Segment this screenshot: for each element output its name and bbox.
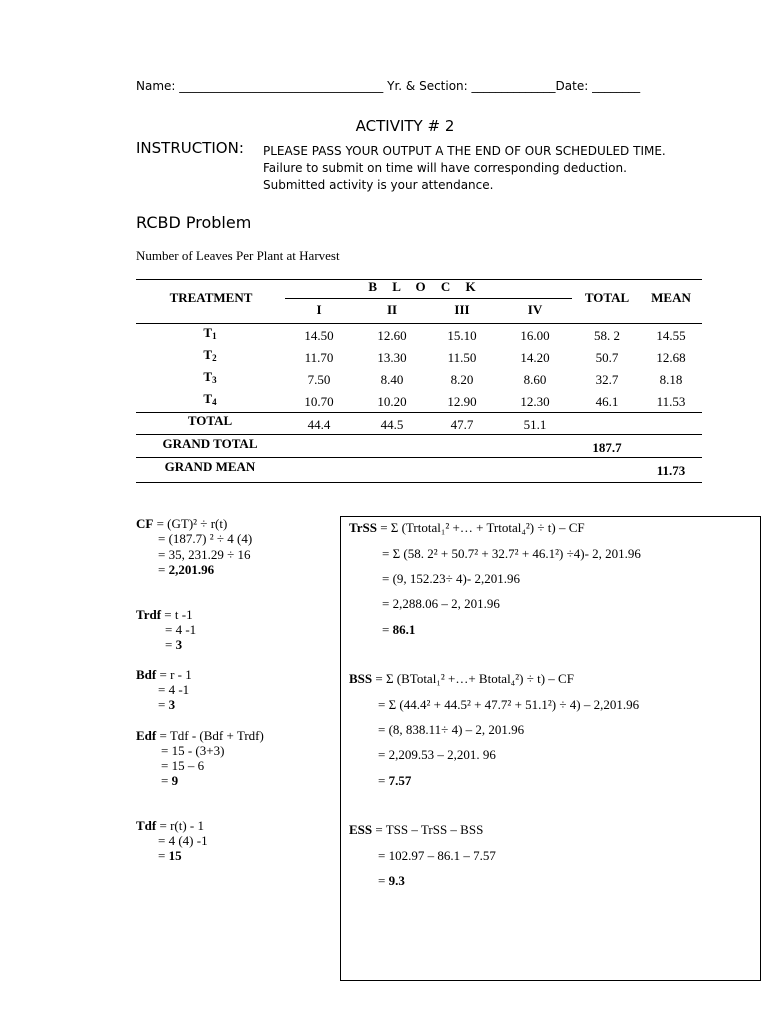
formula-name: CF <box>136 516 154 531</box>
table-cell: 12.60 <box>377 328 407 343</box>
table-cell: 14.50 <box>304 328 334 343</box>
formula-name: BSS <box>349 671 373 686</box>
table-cell: 12.30 <box>520 394 550 409</box>
formula-name: ESS <box>349 822 373 837</box>
formula-name: Bdf <box>136 667 157 682</box>
table-cell: 10.70 <box>304 394 334 409</box>
table-cell: 11.50 <box>447 350 477 365</box>
formula-result: 3 <box>175 637 183 652</box>
date-field: ________ <box>592 79 641 93</box>
formula-result: 9 <box>171 773 179 788</box>
block-label: IV <box>527 302 543 317</box>
row-total: 32.7 <box>595 372 619 387</box>
row-mean: 11.53 <box>656 394 686 409</box>
section-label: Yr. & Section: <box>387 79 468 93</box>
treatment-label: $T_4$ <box>203 391 217 407</box>
block-label: II <box>386 302 398 317</box>
block-rule <box>285 298 572 299</box>
table-cell: 11.70 <box>304 350 334 365</box>
row-total: 50.7 <box>595 350 619 365</box>
treatment-label: $T_1$ <box>203 325 217 341</box>
formula-name: Trdf <box>136 607 162 622</box>
total-header: TOTAL <box>584 290 630 305</box>
grand-total-label: GRAND TOTAL <box>162 436 258 451</box>
formula-name: TrSS <box>349 520 377 535</box>
instruction-line: Submitted activity is your attendance. <box>263 178 494 192</box>
grand-mean-label: GRAND MEAN <box>164 459 256 474</box>
instruction-line: PLEASE PASS YOUR OUTPUT A THE END OF OUR SCHEDULED TIME. <box>263 144 666 158</box>
table-cell: 15.10 <box>447 328 477 343</box>
grand-total-value: 187.7 <box>592 440 622 455</box>
problem-title: RCBD Problem <box>136 213 252 232</box>
activity-title: ACTIVITY # 2 <box>355 117 455 135</box>
treatment-header: TREATMENT <box>169 290 253 305</box>
table-cell: 10.20 <box>377 394 407 409</box>
table-cell: 12.90 <box>447 394 477 409</box>
table-cell: 8.40 <box>380 372 404 387</box>
block-total: 51.1 <box>523 417 547 432</box>
row-mean: 8.18 <box>659 372 683 387</box>
table-cell: 16.00 <box>520 328 550 343</box>
block-total: 44.4 <box>307 417 331 432</box>
grand-total-top-rule <box>136 434 702 435</box>
formula-name: Edf <box>136 728 157 743</box>
instruction-line: Failure to submit on time will have corresponding deduction. <box>263 161 627 175</box>
block-total: 47.7 <box>450 417 474 432</box>
name-field: __________________________________ <box>179 79 384 93</box>
header-bottom-rule <box>136 323 702 324</box>
row-mean: 14.55 <box>656 328 686 343</box>
block-label: III <box>454 302 470 317</box>
block-label: I <box>316 302 322 317</box>
row-total: 46.1 <box>595 394 619 409</box>
mean-header: MEAN <box>651 290 691 305</box>
formula-result: 2,201.96 <box>168 562 215 577</box>
row-mean: 12.68 <box>656 350 686 365</box>
treatment-label: $T_2$ <box>203 347 217 363</box>
grand-mean-top-rule <box>136 457 702 458</box>
date-label: Date: <box>555 79 589 93</box>
header-line <box>136 79 640 93</box>
total-row-label: TOTAL <box>187 413 233 428</box>
name-label: Name: <box>136 79 176 93</box>
table-cell: 8.20 <box>450 372 474 387</box>
formula-result: 3 <box>168 697 176 712</box>
row-total: 58. 2 <box>594 328 620 343</box>
formula-result: 86.1 <box>392 622 416 637</box>
formula-result: 15 <box>168 848 182 863</box>
block-total: 44.5 <box>380 417 404 432</box>
table-bottom-rule <box>136 482 702 483</box>
treatment-label: $T_3$ <box>203 369 217 385</box>
formula-result: 7.57 <box>388 773 412 788</box>
table-cell: 13.30 <box>377 350 407 365</box>
instruction-label: INSTRUCTION: <box>136 139 244 157</box>
grand-mean-value: 11.73 <box>656 463 686 478</box>
block-header: B L O C K <box>368 279 482 294</box>
table-cell: 14.20 <box>520 350 550 365</box>
instruction-text <box>263 143 666 194</box>
table-cell: 7.50 <box>307 372 331 387</box>
formula-result: 9.3 <box>388 873 405 888</box>
formula-name: Tdf <box>136 818 157 833</box>
table-caption: Number of Leaves Per Plant at Harvest <box>136 248 340 263</box>
section-field: ______________ <box>471 79 556 93</box>
table-cell: 8.60 <box>523 372 547 387</box>
